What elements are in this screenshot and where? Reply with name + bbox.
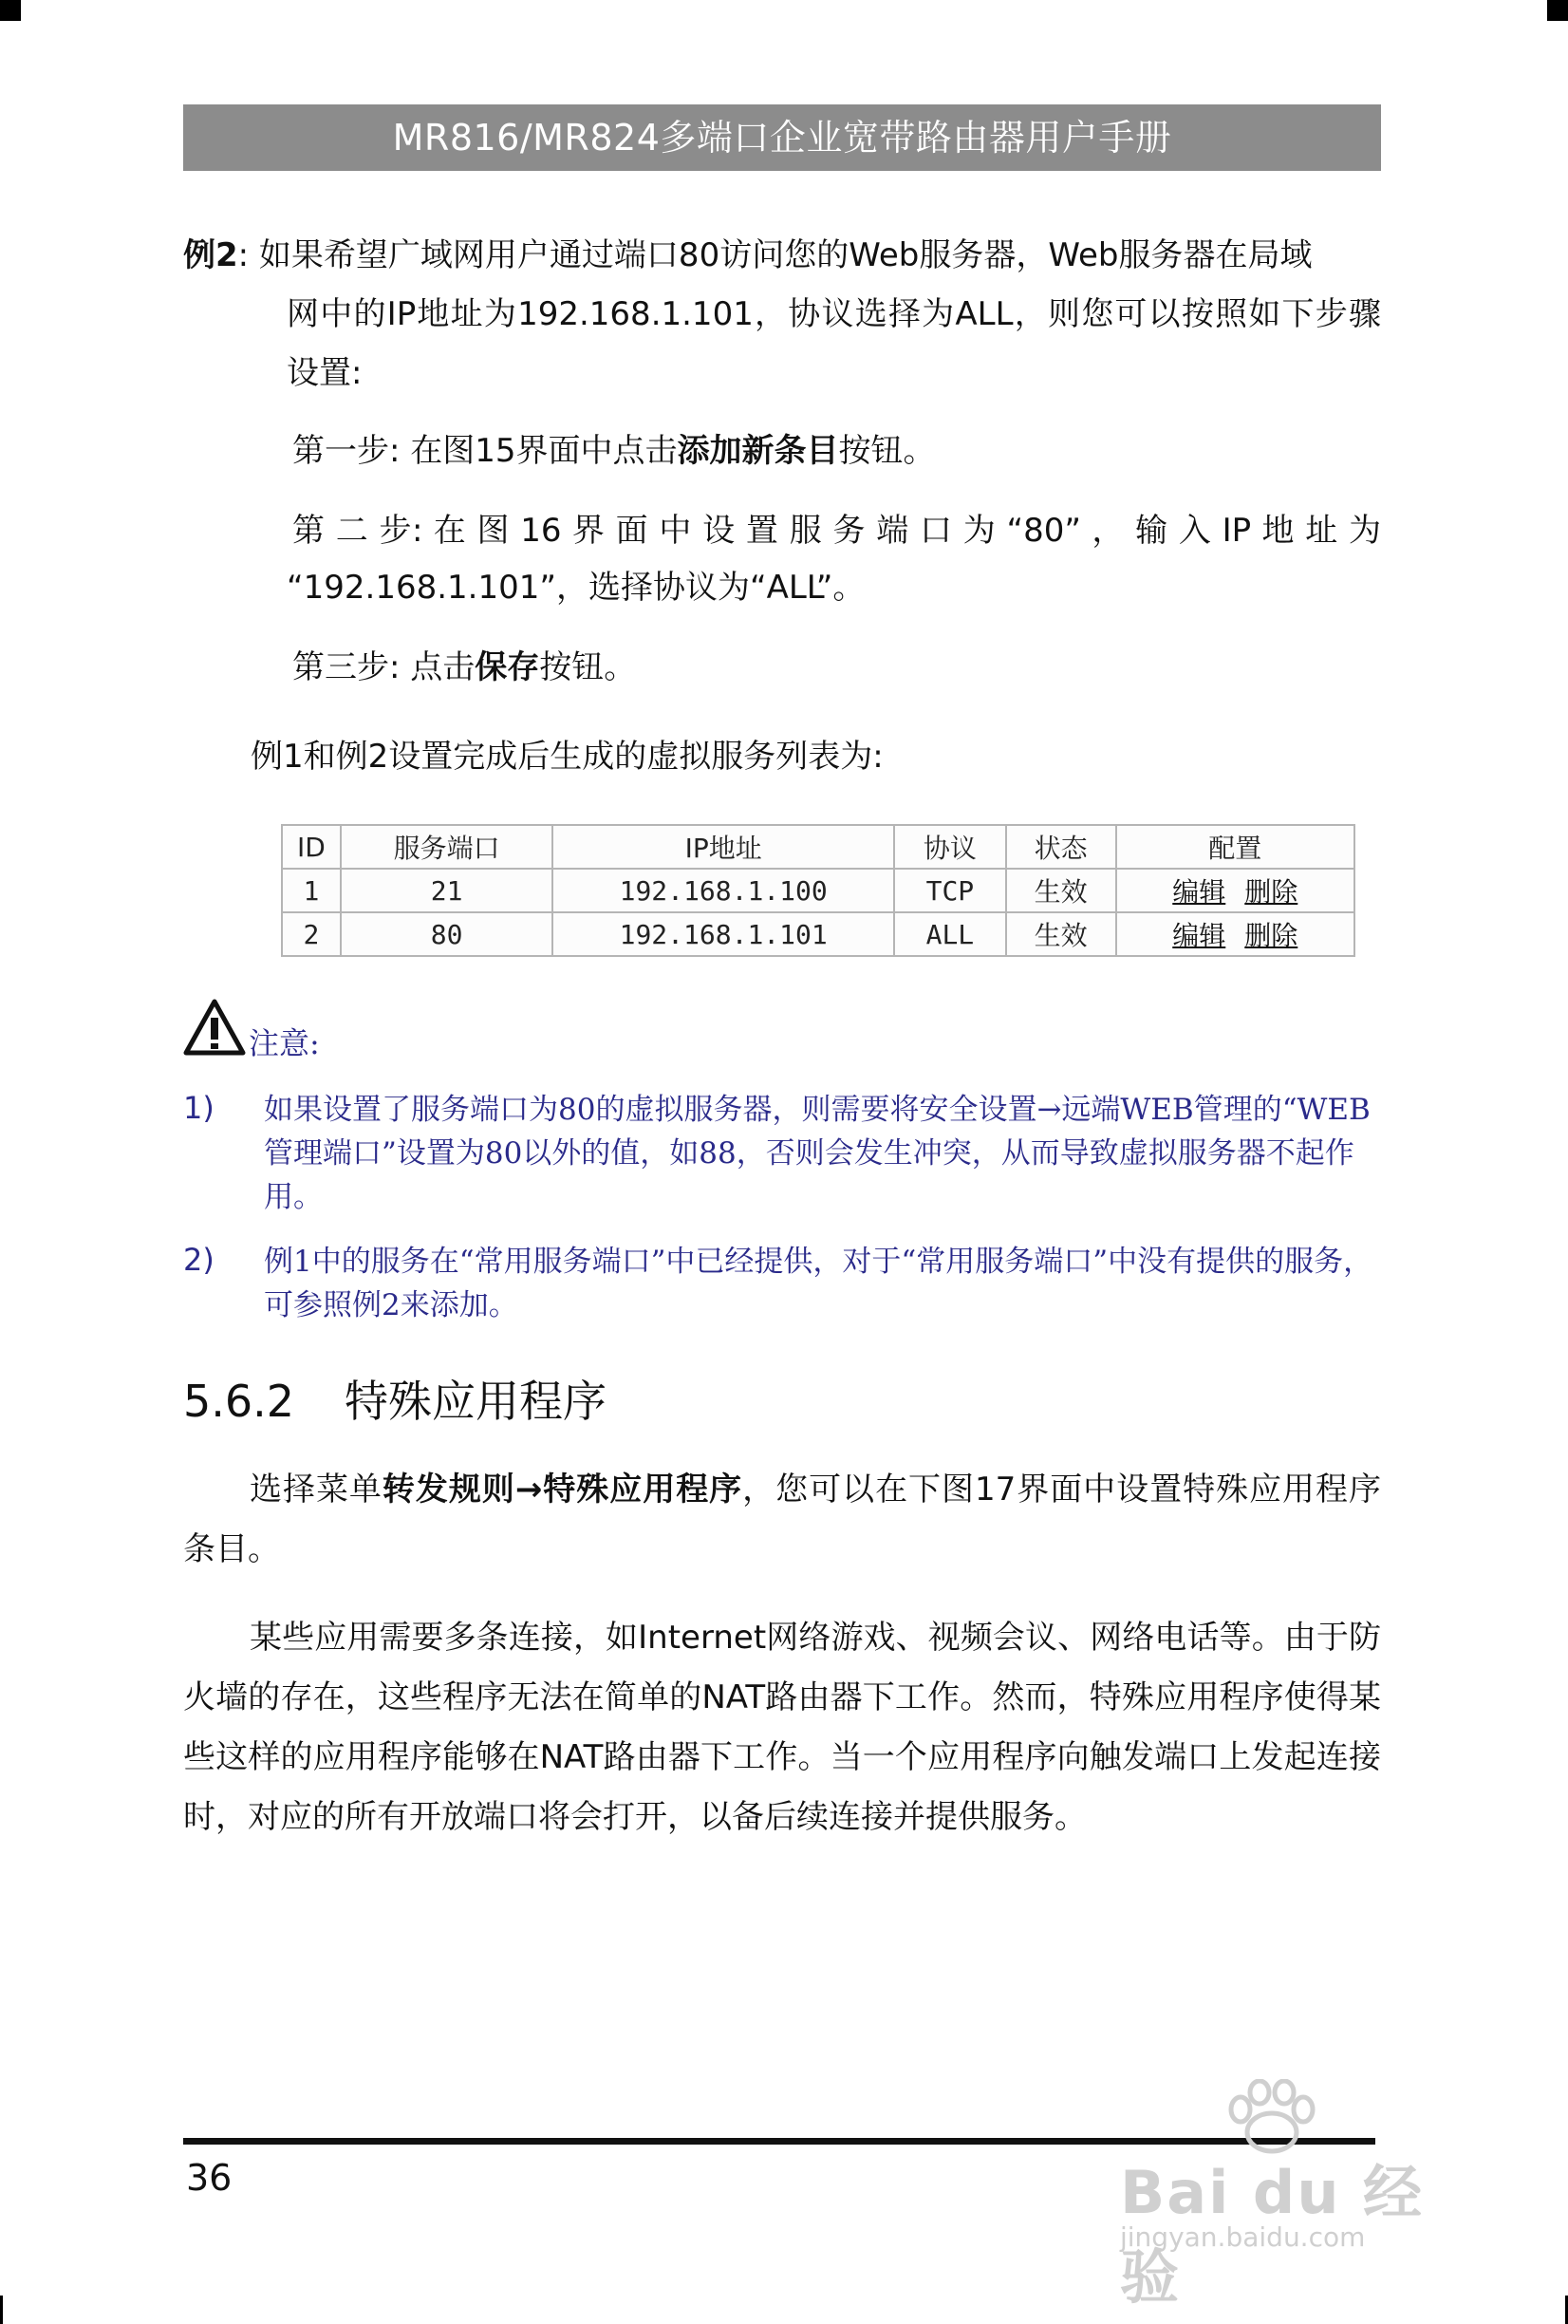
example2-line2: 网中的IP地址为192.168.1.101，协议选择为ALL，则您可以按照如下步骤: [287, 295, 1381, 333]
section-heading: [183, 1367, 607, 1430]
cell-ip: 192.168.1.100: [552, 869, 894, 912]
step3-pre: 第三步: 点击: [292, 648, 476, 686]
header-protocol: 协议: [894, 825, 1006, 869]
header-ip: IP地址: [552, 825, 894, 869]
cell-protocol: ALL: [894, 912, 1006, 956]
cell-config: [1116, 912, 1354, 956]
page-header: MR816/MR824多端口企业宽带路由器用户手册: [183, 104, 1381, 171]
step3-bold: 保存: [475, 648, 540, 686]
step2-line2: “192.168.1.101”，选择协议为“ALL”。: [287, 569, 866, 607]
crop-mark-top-left: [0, 0, 21, 21]
section-number: 5.6.2: [183, 1376, 295, 1427]
header-id: ID: [282, 825, 341, 869]
note-item-2-text: 例1中的服务在“常用服务端口”中已经提供，对于“常用服务端口”中没有提供的服务，可参照例2来添加。: [264, 1245, 1373, 1322]
cell-config: [1116, 869, 1354, 912]
edit-link[interactable]: 编辑: [1172, 876, 1226, 908]
cell-protocol: TCP: [894, 869, 1006, 912]
para1-post: ，您可以在下图17界面中设置特殊应用程序条目。: [183, 1471, 1382, 1568]
step1-pre: 第一步: 在图15界面中点击: [292, 432, 678, 470]
cell-status: 生效: [1006, 912, 1116, 956]
table-header-row: [282, 825, 1354, 869]
table-intro: 例1和例2设置完成后生成的虚拟服务列表为:: [251, 738, 884, 776]
cell-ip: 192.168.1.101: [552, 912, 894, 956]
step1: [292, 422, 936, 481]
para1-bold: 转发规则→特殊应用程序: [382, 1471, 743, 1509]
example2-text-1: : 如果希望广域网用户通过端口80访问您的Web服务器，Web服务器在局域: [237, 236, 1313, 274]
paw-icon: [1220, 2079, 1324, 2155]
delete-link[interactable]: 删除: [1244, 920, 1298, 951]
step3-post: 按钮。: [539, 648, 637, 686]
example2-line1: [183, 226, 1381, 286]
cell-status: 生效: [1006, 869, 1116, 912]
para1-pre: 选择菜单: [250, 1471, 383, 1509]
warning-icon: [183, 999, 246, 1056]
table-row: [282, 869, 1354, 912]
edit-link[interactable]: 编辑: [1172, 920, 1226, 951]
note-item-2-number: 2): [183, 1242, 215, 1278]
note-title: 注意:: [249, 1025, 320, 1061]
cell-port: 80: [341, 912, 552, 956]
delete-link[interactable]: 删除: [1244, 876, 1298, 908]
watermark-brand: Bai du 经验: [1120, 2158, 1425, 2312]
example2-label: 例2: [183, 236, 238, 274]
section-paragraph-2: 某些应用需要多条连接，如Internet网络游戏、视频会议、网络电话等。由于防火墙的存在，这些程序无法在简单的NAT路由器下工作。然而，特殊应用程序使得某些这样的应用程序能够在NAT路由器下工作。当一个应用程序向触发端口上发起连接时，对应的所有开放端口将会打开，以备后续连接并提供服务。: [183, 1619, 1381, 1836]
note-item-1-text: 如果设置了服务端口为80的虚拟服务器，则需要将安全设置→远端WEB管理的“WEB管理端口”设置为80以外的值，如88，否则会发生冲突，从而导致虚拟服务器不起作用。: [264, 1093, 1371, 1214]
header-config: 配置: [1116, 825, 1354, 869]
cell-id: 1: [282, 869, 341, 912]
example2-line3: 设置:: [287, 354, 363, 392]
section-paragraph-1: [183, 1460, 1381, 1580]
header-status: 状态: [1006, 825, 1116, 869]
header-port: 服务端口: [341, 825, 552, 869]
page-number: 36: [186, 2157, 233, 2199]
crop-mark-top-right: [1547, 0, 1568, 21]
step1-post: 按钮。: [838, 432, 936, 470]
note-item-1-number: 1): [183, 1090, 215, 1126]
cell-port: 21: [341, 869, 552, 912]
crop-mark-bottom-left: [0, 2296, 3, 2324]
cell-id: 2: [282, 912, 341, 956]
step1-bold: 添加新条目: [677, 432, 839, 470]
watermark-url: jingyan.baidu.com: [1120, 2221, 1366, 2253]
section-title: 特殊应用程序: [345, 1376, 607, 1427]
step2-line1: 第 二 步: 在 图 16 界 面 中 设 置 服 务 端 口 为 “80” ， 输 入 IP 地 址 为: [292, 512, 1381, 550]
step3: [292, 638, 636, 698]
baidu-watermark: [1111, 2079, 1471, 2312]
virtual-service-table: [281, 824, 1355, 957]
table-row: [282, 912, 1354, 956]
